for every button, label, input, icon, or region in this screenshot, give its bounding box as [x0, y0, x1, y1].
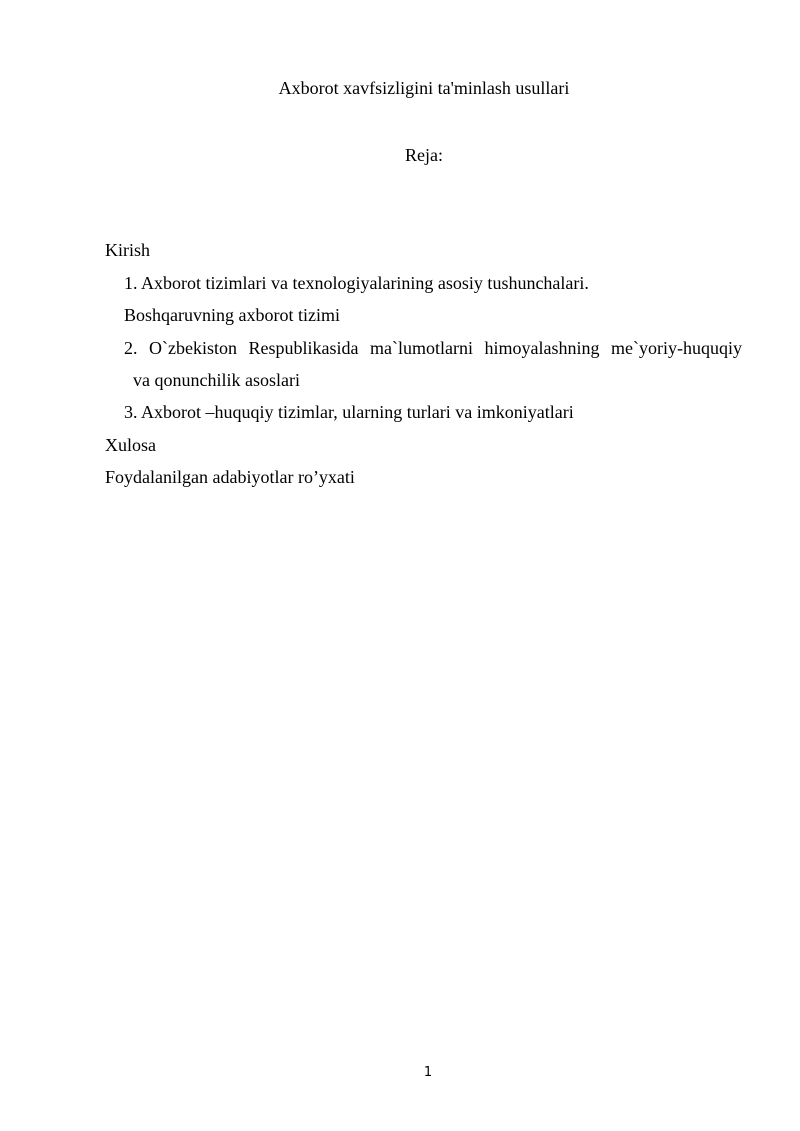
toc-item-2	[124, 336, 742, 360]
toc-references: Foydalanilgan adabiyotlar ro’yxati	[105, 467, 355, 487]
toc-conclusion: Xulosa	[105, 435, 156, 455]
page-number: 1	[423, 1065, 433, 1080]
toc-item-1: 1. Axborot tizimlari va texnologiyalarining asosiy tushunchalari.	[124, 273, 589, 293]
toc-item-1-continuation: Boshqaruvning axborot tizimi	[124, 305, 340, 325]
toc-item-3: 3. Axborot –huquqiy tizimlar, ularning turlari va imkoniyatlari	[124, 402, 574, 422]
toc-item-2-text: 2. O`zbekiston Respublikasida ma`lumotlarni himoyalashning me`yoriy-huquqiy	[124, 338, 742, 358]
toc-intro: Kirish	[105, 240, 150, 260]
document-title: Axborot xavfsizligini ta'minlash usullari	[278, 78, 570, 98]
plan-heading: Reja:	[405, 145, 443, 165]
toc-item-2-continuation: va qonunchilik asoslari	[133, 370, 300, 390]
